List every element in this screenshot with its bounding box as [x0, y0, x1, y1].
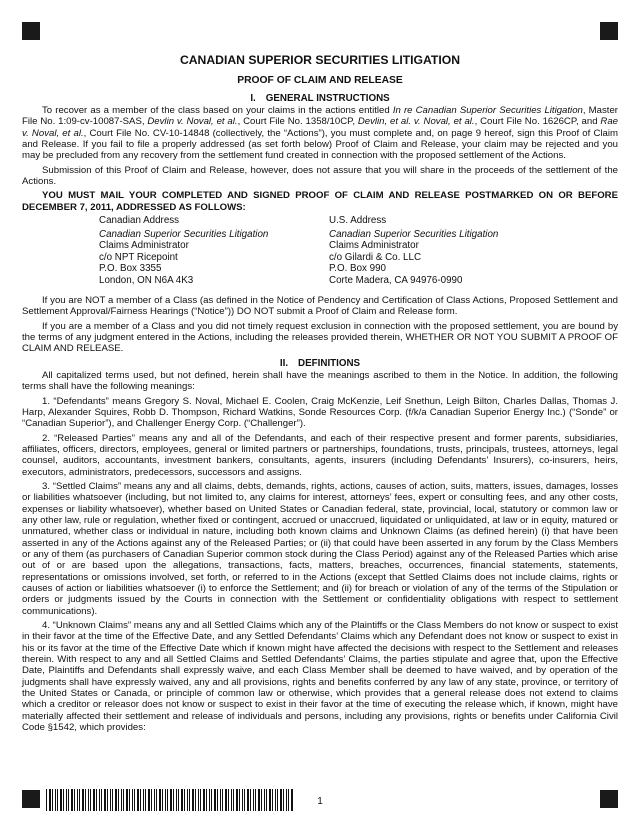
- barcode: [46, 789, 294, 811]
- us-address-block: U.S. Address Canadian Superior Securities Litigation Claims Administrator c/o Gilardi & Co. LLC P.O. Box 990 Corte Madera, CA 94976-0990: [329, 215, 499, 286]
- page-number: 1: [317, 796, 323, 807]
- non-member-paragraph: If you are NOT a member of a Class (as defined in the Notice of Pendency and Certification of Class Actions, Proposed Settlement and Settlement Approval/Fairness Hearings (“Notice”)) DO NOT submit a Proof of Claim and Release form.: [22, 295, 618, 318]
- mailing-addresses: [99, 215, 618, 286]
- section-heading-general-instructions: I. GENERAL INSTRUCTIONS: [250, 93, 390, 104]
- document-subtitle: PROOF OF CLAIM AND RELEASE: [237, 75, 403, 86]
- instructions-paragraph-1: To recover as a member of the class based on your claims in the actions entitled In re Canadian Superior Securities Litigation, Master File No. 1:09-cv-10087-SAS, Devlin v. Noval, et al., Court File No. 1358/10CP, Devlin, et al. v. Noval, et al., Court File No. 1626CP, and Rae v. Noval, et al., Court File No. CV-10-14848 (collectively, the “Actions”), you must complete and, on page 9 hereof, sign this Proof of Claim and Release. If you fail to file a properly addressed (as set forth below) Proof of Claim and Release, your claim may be rejected and you may be precluded from any recovery from the settlement fund created in connection with the proposed settlement of the Actions.: [22, 105, 619, 162]
- definition-released-parties: 2. “Released Parties” means any and all of the Defendants, and each of their respective present and former parents, subsidiaries, affiliates, officers, directors, employees, general or limited partners or partnerships, foundations, trusts, principals, trustees, attorneys, legal counsel, auditors, accountants, investment bankers, consultants, agents, insurers (including Defendants’ Insurers), co-insurers, heirs, executors, administrators, predecessors, successors and assigns.: [22, 432, 618, 478]
- document-page: [22, 53, 618, 733]
- registration-mark-bottom-left: [22, 790, 40, 808]
- definition-defendants: 1. “Defendants” means Gregory S. Noval, Michael E. Coolen, Craig McKenzie, Leif Snethun, Leigh Bilton, Charles Dallas, Thomas J. Harp, Alexander Squires, Robb D. Thompson, Richard Watkins, Sonde Resources Corp. (f/k/a Canadian Superior Energy Inc.) (“Sonde” or “Canadian Superior”), and Challenger Energy Corp. (“Challenger”).: [22, 395, 618, 430]
- canadian-address-block: Canadian Address Canadian Superior Securities Litigation Claims Administrator c/o NPT Ricepoint P.O. Box 3355 London, ON N6A 4K3: [99, 215, 269, 286]
- member-paragraph: If you are a member of a Class and you did not timely request exclusion in connection with the proposed settlement, you are bound by the terms of any judgment entered in the Actions, including the releases provided therein, WHETHER OR NOT YOU SUBMIT A PROOF OF CLAIM AND RELEASE.: [22, 320, 618, 355]
- definitions-intro: All capitalized terms used, but not defined, herein shall have the meanings ascribed to them in the Notice. In addition, the following terms shall have the following meanings:: [22, 369, 618, 393]
- document-title: CANADIAN SUPERIOR SECURITIES LITIGATION: [179, 53, 461, 67]
- definition-unknown-claims: 4. “Unknown Claims” means any and all Settled Claims which any of the Plaintiffs or the Class Members do not know or suspect to exist in their favor at the time of the Effective Date, and any Settled Defendants’ Claims which any Defendant does not know or suspect to exist in his or its favor at the time of the Effective Date which if known might have affected the decisions with respect to the Settlement and releases therein. With respect to any and all Settled Claims and Settled Defendants’ Claims, the parties stipulate and agree that, upon the Effective Date, Plaintiffs and Defendants shall expressly waive, and each Class Member shall be deemed to have waived, and by operation of the judgments shall have expressly waived, any and all provisions, rights and benefits conferred by any law of any state, province, or territory of the United States or Canada, or principle of common law or otherwise, which provides that a general release does not extend to claims which a creditor or releasor does not know or suspect to exist in their favor at the time of executing the release which, if known, might have materially affected their settlement and release of individuals and persons, including any provisions, rights or benefits under California Civil Code §1542, which provides:: [22, 620, 618, 734]
- instructions-paragraph-2: Submission of this Proof of Claim and Release, however, does not assure that you will share in the proceeds of the settlement of the Actions.: [22, 164, 618, 188]
- definition-settled-claims: 3. “Settled Claims” means any and all claims, debts, demands, rights, actions, causes of action, suits, matters, issues, damages, losses or liabilities whatsoever (including, but not limited to, any claims for interest, attorneys’ fees, expert or consulting fees, and any other costs, expenses or liability whatsoever), whether based on United States or Canadian federal, state, provincial, local, statutory or common law or any other law, rule or regulation, whether fixed or contingent, accrued or unaccrued, liquidated or unliquidated, at law or in equity, matured or unmatured, whether class or individual in nature, including both known claims and Unknown Claims (as defined herein) (i) that have been asserted in any of the Actions against any of the Released Parties; or (ii) that could have been asserted in any forum by the Class Members or any of them (as purchasers of Canadian Superior common stock during the Class Period) against any of the Released Parties which arise out of or are based upon the allegations, transactions, facts, matters, breaches, occurrences, financial statements, statements, representations or omissions involved, set forth, or referred to in the Actions (except that Settled Claims does not include claims, rights or causes of action or liabilities whatsoever (i) to enforce the Settlement; and (ii) for breach or violation of any of the terms of the Stipulation or orders or judgments issued by the Courts in connection with the Settlement or confidentiality obligations with respect to settlement communications).: [22, 480, 618, 617]
- mail-deadline-notice: YOU MUST MAIL YOUR COMPLETED AND SIGNED PROOF OF CLAIM AND RELEASE POSTMARKED ON OR BEFORE DECEMBER 7, 2011, ADDRESSED AS FOLLOWS:: [22, 190, 618, 213]
- registration-mark-bottom-right: [600, 790, 618, 808]
- registration-mark-top-right: [600, 22, 618, 40]
- section-heading-definitions: II. DEFINITIONS: [279, 357, 361, 369]
- registration-mark-top-left: [22, 22, 40, 40]
